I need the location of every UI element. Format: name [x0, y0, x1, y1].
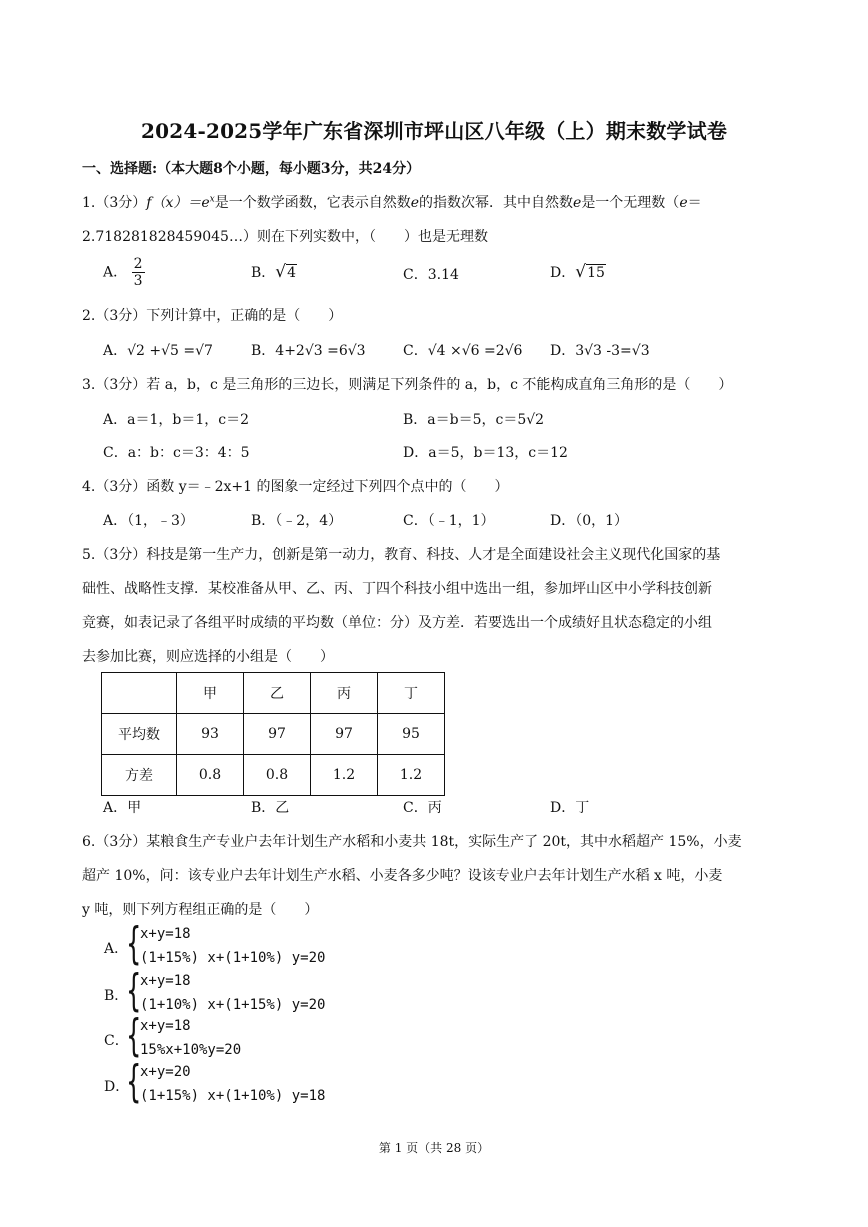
- q1-option-b: [251, 262, 297, 282]
- q3-option-d: D．a＝5，b＝13，c＝12: [403, 445, 568, 461]
- q5-option-d: D．丁: [550, 800, 590, 816]
- q4-option-d: D．（0，1）: [550, 513, 629, 529]
- q1-radical-b: √4: [275, 262, 297, 282]
- section-heading: 一、选择题:（本大题8个小题，每小题3分，共24分）: [82, 161, 421, 177]
- q3-option-a: A．a＝1，b＝1，c＝2: [103, 412, 249, 428]
- table-cell: 97: [311, 714, 378, 755]
- table-cell: 乙: [244, 673, 311, 714]
- q1-radicand-b: 4: [287, 265, 297, 281]
- q4-stem: 4.（3分）函数 y＝﹣2x+1 的图象一定经过下列四个点中的（ ）: [82, 479, 509, 495]
- q5-stem-line2: 础性、战略性支撑．某校准备从甲、乙、丙、丁四个科技小组中选出一组，参加坪山区中小学科技创新: [82, 581, 712, 597]
- table-cell: 1.2: [311, 755, 378, 796]
- table-cell: 丙: [311, 673, 378, 714]
- q4-option-c: C．（﹣1，1）: [403, 513, 495, 529]
- q3-stem: 3.（3分）若 a，b，c 是三角形的三边长，则满足下列条件的 a，b，c 不能构成直角三角形的是（ ）: [82, 377, 733, 393]
- q5-option-b: B．乙: [251, 800, 290, 816]
- q6-option-b-letter: B．: [104, 988, 129, 1004]
- q1-e: e: [410, 195, 420, 211]
- q4-option-b: B．（﹣2，4）: [251, 513, 343, 529]
- q1-function: f（x）＝e: [146, 195, 210, 211]
- q2-option-a: A．√2 +√5 =√7: [103, 343, 213, 359]
- q3-option-c: C．a：b：c＝3：4：5: [103, 445, 250, 461]
- q2-option-b: B．4+2√3 =6√3: [251, 343, 366, 359]
- q6-stem-line1: 6.（3分）某粮食生产专业户去年计划生产水稻和小麦共 18t，实际生产了 20t，其中水稻超产 15%，小麦: [82, 834, 742, 850]
- table-cell: 97: [244, 714, 311, 755]
- q1-fraction: [132, 256, 145, 289]
- page-title: 2024-2025学年广东省深圳市坪山区八年级（上）期末数学试卷: [140, 119, 728, 143]
- q5-stem-line1: 5.（3分）科技是第一生产力，创新是第一动力，教育、科技、人才是全面建设社会主义现代化国家的基: [82, 547, 721, 563]
- table-cell: 0.8: [177, 755, 244, 796]
- brace-symbol: {: [126, 918, 142, 969]
- table-cell: 平均数: [102, 714, 177, 755]
- q1-option-a: [103, 256, 145, 289]
- q1-option-d-letter: D．: [550, 265, 576, 281]
- brace-symbol: {: [126, 1010, 142, 1061]
- brace-symbol: {: [126, 965, 142, 1016]
- q1-option-b-letter: B．: [251, 265, 276, 281]
- q1-numerator: 2: [133, 256, 143, 272]
- table-row: [102, 714, 445, 755]
- equation-line: (1+15%) x+(1+10%) y=18: [140, 1088, 326, 1104]
- equation-line: (1+15%) x+(1+10%) y=20: [140, 950, 326, 966]
- table-cell: 93: [177, 714, 244, 755]
- q1-denominator: 3: [133, 273, 143, 289]
- table-row: [102, 755, 445, 796]
- q6-option-a-letter: A．: [104, 941, 129, 957]
- q1-text-b: 是一个数学函数，它表示自然数: [214, 195, 411, 211]
- q5-option-c: C．丙: [403, 800, 442, 816]
- q1-e3: e: [679, 195, 688, 211]
- table-cell: 丁: [378, 673, 445, 714]
- table-cell: 方差: [102, 755, 177, 796]
- q2-stem: 2.（3分）下列计算中，正确的是（ ）: [82, 308, 343, 324]
- q1-stem-line2: 2.718281828459045…）则在下列实数中，（ ）也是无理数: [82, 229, 488, 245]
- score-table: [101, 672, 445, 796]
- q5-stem-line4: 去参加比赛，则应选择的小组是（ ）: [82, 649, 334, 665]
- q5-option-a: A．甲: [103, 800, 142, 816]
- q1-radicand-d: 15: [587, 265, 605, 281]
- table-cell: [102, 673, 177, 714]
- equation-line: x+y=20: [140, 1064, 191, 1080]
- table-cell: 1.2: [378, 755, 445, 796]
- table-cell: 95: [378, 714, 445, 755]
- page-footer: 第 1 页（共 28 页）: [378, 1141, 490, 1155]
- q1-exponent: x: [209, 194, 215, 205]
- brace-symbol: {: [126, 1056, 142, 1107]
- q2-option-d: D．3√3 -3=√3: [550, 343, 650, 359]
- table-cell: 0.8: [244, 755, 311, 796]
- equation-line: x+y=18: [140, 1018, 191, 1034]
- q1-text-end: ＝: [687, 195, 702, 211]
- equation-line: x+y=18: [140, 973, 191, 989]
- q6-option-c-letter: C．: [104, 1033, 129, 1049]
- q6-stem-line2: 超产 10%，问：该专业户去年计划生产水稻、小麦各多少吨？设该专业户去年计划生产水稻 x 吨，小麦: [82, 868, 723, 884]
- q1-option-c: C．3.14: [403, 267, 459, 283]
- q6-stem-line3: y 吨，则下列方程组正确的是（ ）: [82, 902, 319, 918]
- q6-option-d-letter: D．: [104, 1079, 130, 1095]
- q1-radical-d: √15: [575, 262, 605, 282]
- table-cell: 甲: [177, 673, 244, 714]
- q4-option-a: A．（1，﹣3）: [103, 513, 194, 529]
- q1-text-d: 是一个无理数（: [581, 195, 680, 211]
- q1-e2: e: [573, 195, 582, 211]
- q1-option-a-letter: A．: [103, 264, 128, 281]
- q1-stem-line1: [82, 192, 702, 212]
- q3-option-b: B．a＝b＝5，c＝5√2: [403, 412, 545, 428]
- q2-option-c: C．√4 ×√6 =2√6: [403, 343, 523, 359]
- q1-option-d: [550, 262, 606, 282]
- table-header-row: [102, 673, 445, 714]
- equation-line: (1+10%) x+(1+15%) y=20: [140, 997, 326, 1013]
- q5-stem-line3: 竞赛，如表记录了各组平时成绩的平均数（单位：分）及方差．若要选出一个成绩好且状态稳定的小组: [82, 615, 712, 631]
- equation-line: 15%x+10%y=20: [140, 1042, 242, 1058]
- q1-number: 1.（3分）: [82, 195, 147, 211]
- equation-line: x+y=18: [140, 926, 191, 942]
- q1-text-c: 的指数次幂．其中自然数: [419, 195, 574, 211]
